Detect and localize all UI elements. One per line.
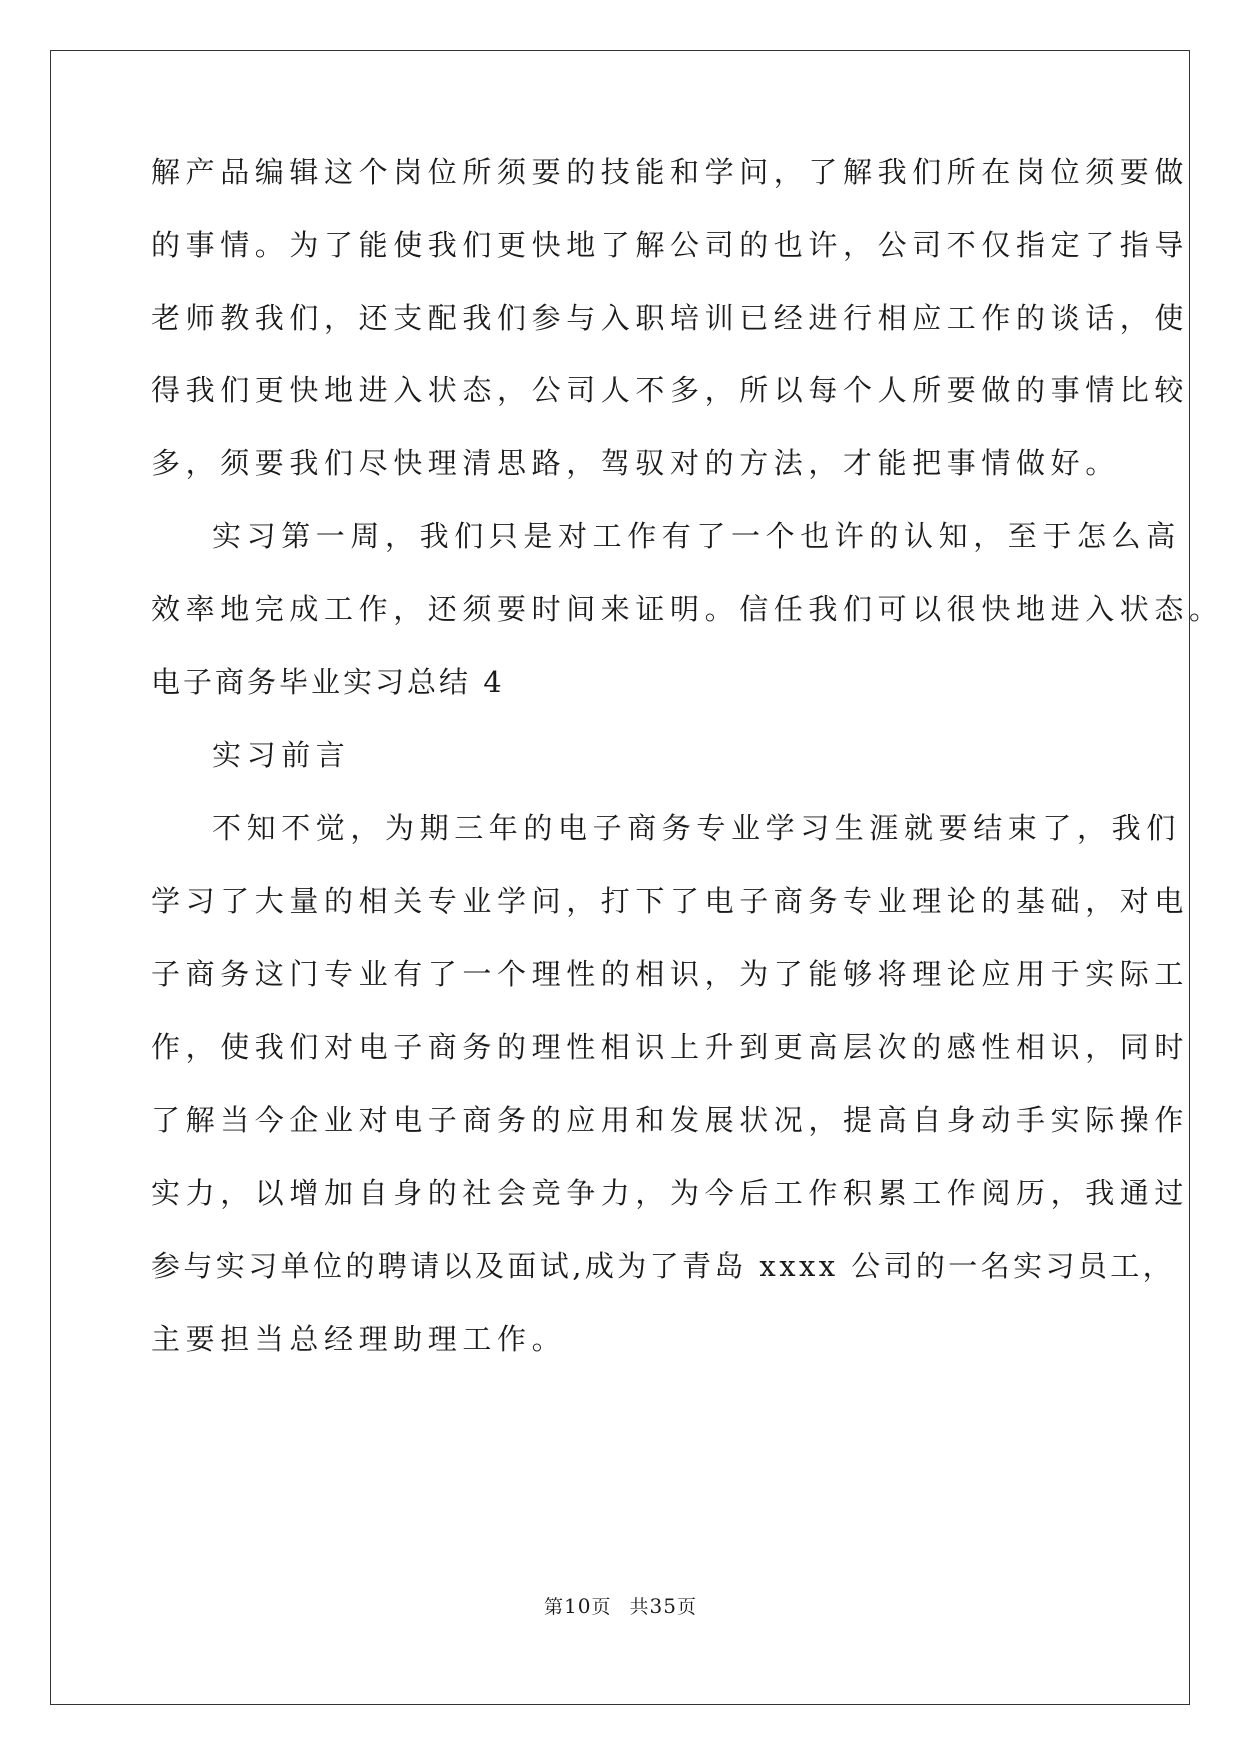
page-prefix: 第 [544, 1596, 565, 1618]
body-line: 不知不觉，为期三年的电子商务专业学习生涯就要结束了，我们 [212, 811, 1181, 845]
body-line: 解产品编辑这个岗位所须要的技能和学问，了解我们所在岗位须要做 [151, 155, 1190, 189]
body-line: 子商务这门专业有了一个理性的相识，为了能够将理论应用于实际工 [151, 957, 1190, 991]
body-line: 老师教我们，还支配我们参与入职培训已经进行相应工作的谈话，使 [151, 301, 1190, 335]
body-line: 学习了大量的相关专业学问，打下了电子商务专业理论的基础，对电 [151, 884, 1190, 918]
body-line: 作，使我们对电子商务的理性相识上升到更高层次的感性相识，同时 [151, 1030, 1190, 1064]
body-line: 主要担当总经理助理工作。 [151, 1322, 567, 1356]
total-prefix: 共 [629, 1596, 650, 1618]
page-total: 35 [649, 1594, 677, 1618]
page-footer [0, 1594, 1241, 1619]
total-suffix: 页 [676, 1596, 697, 1618]
body-line: 参与实习单位的聘请以及面试,成为了青岛 xxxx 公司的一名实习员工， [151, 1249, 1176, 1283]
section-subtitle: 实习前言 [212, 738, 351, 772]
section-title: 电子商务毕业实习总结 4 [151, 665, 505, 699]
body-line: 实习第一周，我们只是对工作有了一个也许的认知，至于怎么高 [212, 519, 1181, 553]
body-line: 效率地完成工作，还须要时间来证明。信任我们可以很快地进入状态。 [151, 592, 1224, 626]
body-line: 多，须要我们尽快理清思路，驾驭对的方法，才能把事情做好。 [151, 446, 1120, 480]
page-current: 10 [564, 1594, 592, 1618]
page-suffix: 页 [591, 1596, 612, 1618]
body-line: 的事情。为了能使我们更快地了解公司的也许，公司不仅指定了指导 [151, 228, 1190, 262]
body-line: 得我们更快地进入状态，公司人不多，所以每个人所要做的事情比较 [151, 373, 1190, 407]
body-line: 实力，以增加自身的社会竞争力，为今后工作积累工作阅历，我通过 [151, 1176, 1190, 1210]
body-line: 了解当今企业对电子商务的应用和发展状况，提高自身动手实际操作 [151, 1103, 1190, 1137]
